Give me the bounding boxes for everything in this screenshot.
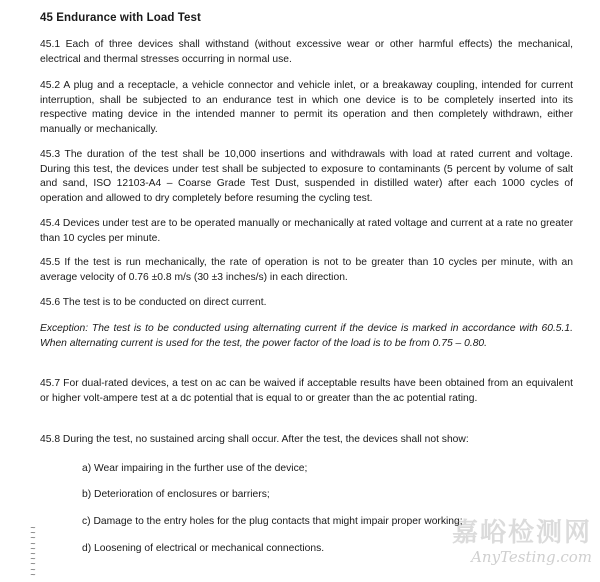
paragraph-45-4: 45.4 Devices under test are to be operated manually or mechanically at rated voltage and current at a rate no greater than 10 cycles per minute. (40, 218, 573, 244)
exception-note: Exception: The test is to be conducted using alternating current if the device is marked in accordance with 60.5.1. When alternating current is used for the test, the power factor of the load is to be from 0.75 – 0.80. (40, 323, 573, 349)
list-item-c: c) Damage to the entry holes for the plug contacts that might impair proper working; (82, 516, 463, 527)
paragraph-45-2: 45.2 A plug and a receptacle, a vehicle connector and vehicle inlet, or a breakaway coupling, intended for current interruption, shall be subjected to an endurance test in which one device is to be completely inserted into its respective mating device in the intended manner to permit its operation and then completely withdrawn, either manually or mechanically. (40, 80, 573, 135)
list-item-b: b) Deterioration of enclosures or barriers; (82, 489, 270, 500)
watermark-english-text: AnyTesting.com (471, 548, 592, 566)
paragraph-45-7: 45.7 For dual-rated devices, a test on ac can be waived if acceptable results have been obtained from an equivalent or higher volt-ampere test at a dc potential that is equal to or greater than the ac potential rating. (40, 378, 573, 404)
paragraph-45-6: 45.6 The test is to be conducted on direct current. (40, 297, 267, 308)
list-item-a: a) Wear impairing in the further use of the device; (82, 463, 308, 474)
section-heading: 45 Endurance with Load Test (40, 12, 201, 24)
watermark-chinese-text: 嘉峪检测网 (451, 518, 592, 548)
paragraph-45-8: 45.8 During the test, no sustained arcing shall occur. After the test, the devices shall not show: (40, 434, 469, 445)
paragraph-45-5: 45.5 If the test is run mechanically, the rate of operation is not to be greater than 10 cycles per minute, with an average velocity of 0.76 ±0.8 m/s (30 ±3 inches/s) in each direction. (40, 257, 573, 283)
margin-change-bar: ~ ~ ~ ~ ~ ~ ~ ~ ~ ~ (30, 526, 36, 578)
paragraph-45-1: 45.1 Each of three devices shall withstand (without excessive wear or other harmful effects) the mechanical, electrical and thermal stresses occurring in normal use. (40, 39, 573, 65)
paragraph-45-3: 45.3 The duration of the test shall be 10,000 insertions and withdrawals with load at rated current and voltage. During this test, the devices under test shall be subjected to exposure to contaminants (5 percent by volume of salt and sand, ISO 12103-A4 – Coarse Grade Test Dust, suspended in distilled water) after each 1000 cycles of operation and allowed to dry completely before resuming the cycling test. (40, 149, 573, 204)
list-item-d: d) Loosening of electrical or mechanical connections. (82, 543, 325, 554)
